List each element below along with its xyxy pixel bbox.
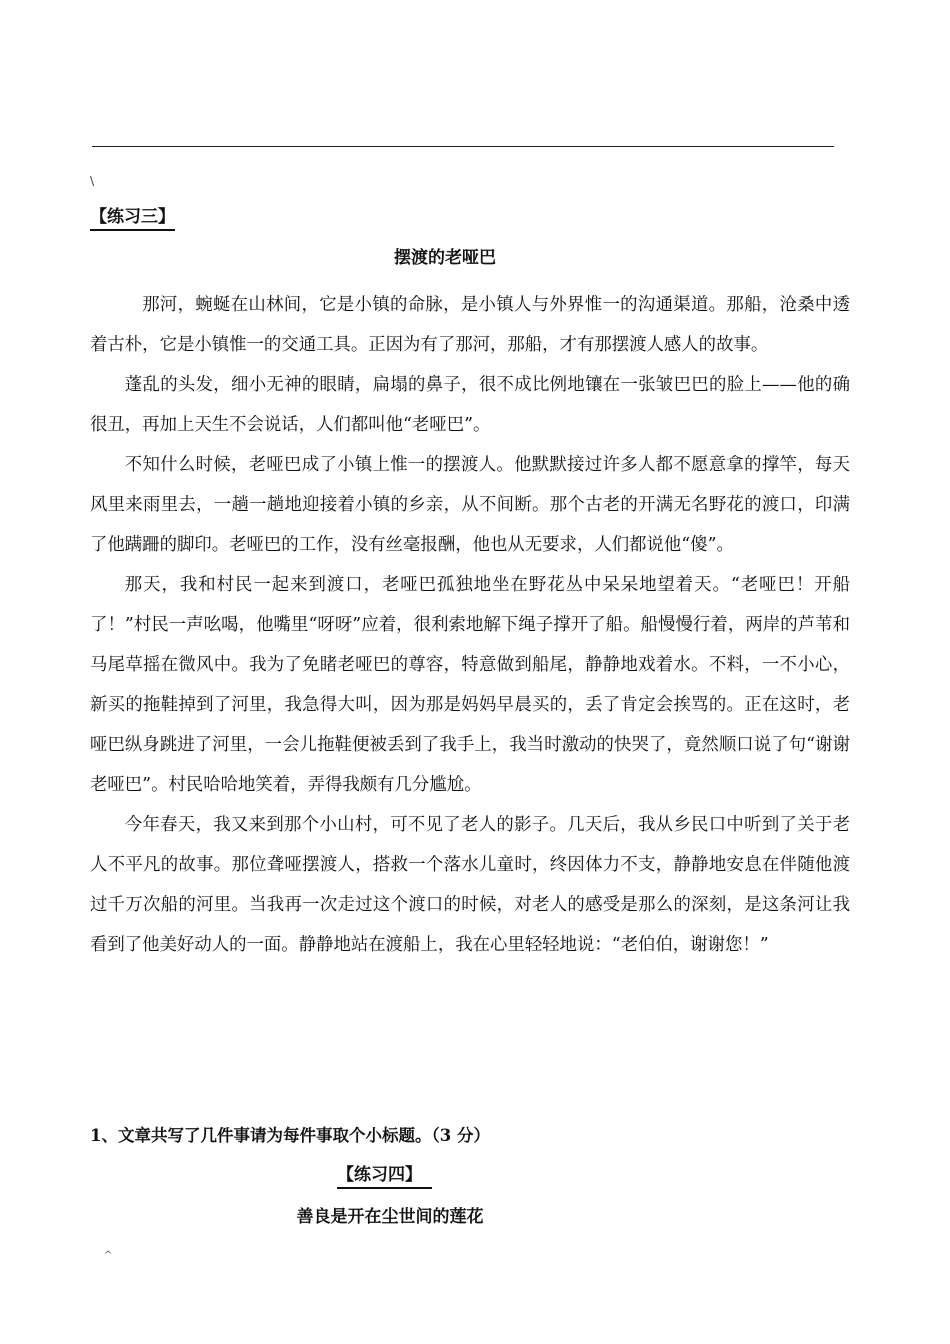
paragraph: 那天，我和村民一起来到渡口，老哑巴孤独地坐在野花丛中呆呆地望着天。“老哑巴！开船了！”村民一声吆喝，他嘴里“呀呀”应着，很利索地解下绳子撑开了船。船慢慢行着，两岸的芦苇和马尾草摇在微风中。我为了免睹老哑巴的尊容，特意做到船尾，静静地戏着水。不料，一不小心，新买的拖鞋掉到了河里，我急得大叫，因为那是妈妈早晨买的，丢了肯定会挨骂的。正在这时，老哑巴纵身跳进了河里，一会儿拖鞋便被丢到了我手上，我当时激动的快哭了，竟然顺口说了句“谢谢老哑巴”。村民哈哈地笑着，弄得我颇有几分尴尬。: [90, 575, 850, 795]
article-body: [90, 285, 850, 965]
tick-mark: \: [90, 174, 95, 188]
question-1: 1、文章共写了几件事请为每件事取个小标题。（3 分）: [90, 1126, 490, 1145]
section-heading-exercise-4: 【练习四】: [337, 1164, 432, 1189]
answer-line: [92, 146, 834, 147]
footer-mark: ^: [104, 1250, 113, 1261]
article-title-2: 善良是开在尘世间的莲花: [296, 1207, 484, 1227]
paragraph: 蓬乱的头发，细小无神的眼睛，扁塌的鼻子，很不成比例地镶在一张皱巴巴的脸上——他的确很丑，再加上天生不会说话，人们都叫他“老哑巴”。: [90, 375, 850, 435]
paragraph: 不知什么时候，老哑巴成了小镇上惟一的摆渡人。他默默接过许多人都不愿意拿的撑竿，每天风里来雨里去，一趟一趟地迎接着小镇的乡亲，从不间断。那个古老的开满无名野花的渡口，印满了他蹒跚的脚印。老哑巴的工作，没有丝毫报酬，他也从无要求，人们都说他“傻”。: [90, 455, 850, 555]
paragraph: 今年春天，我又来到那个小山村，可不见了老人的影子。几天后，我从乡民口中听到了关于老人不平凡的故事。那位聋哑摆渡人，搭救一个落水儿童时，终因体力不支，静静地安息在伴随他渡过千万次船的河里。当我再一次走过这个渡口的时候，对老人的感受是那么的深刻，是这条河让我看到了他美好动人的一面。静静地站在渡船上，我在心里轻轻地说：“老伯伯，谢谢您！”: [90, 815, 850, 955]
paragraph: 那河，蜿蜒在山林间，它是小镇的命脉，是小镇人与外界惟一的沟通渠道。那船，沧桑中透着古朴，它是小镇惟一的交通工具。正因为有了那河，那船，才有那摆渡人感人的故事。: [90, 295, 850, 355]
article-title: 摆渡的老哑巴: [394, 248, 496, 268]
section-heading-exercise-3: 【练习三】: [90, 206, 175, 231]
